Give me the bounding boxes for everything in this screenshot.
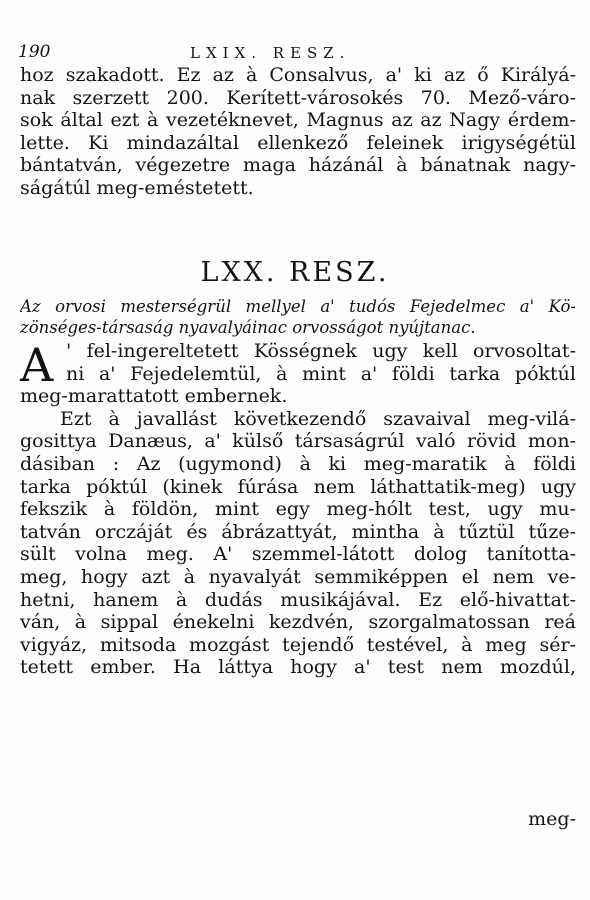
text-line: Ezt à javallást következendő szavaival meg-vilá-: [60, 407, 576, 430]
text-line: tatván orczáját és ábrázattyát, mintha à tűztül tűze-: [20, 520, 576, 543]
catchword: meg-: [528, 808, 576, 830]
text-line: meg-marattatott embernek.: [20, 385, 288, 408]
text-line: tetett ember. Ha láttya hogy a' test nem mozdúl,: [20, 656, 576, 679]
text-line: meg, hogy azt à nyavalyát semmiképpen el nem ve-: [20, 565, 576, 588]
text-line: hetni, hanem à dudás musikájával. Ez elő-hivattat-: [20, 588, 576, 611]
text-line: ván, à sippal énekelni kezdvén, szorgalmatossan reá: [20, 611, 576, 634]
running-head: LXIX. RESZ.: [190, 44, 351, 62]
text-line: gosittya Danæus, a' külső társaságrúl való rövid mon-: [20, 430, 576, 453]
chapter-summary: [20, 296, 576, 338]
text-line: dásiban : Az (ugymond) à ki meg-maratik à földi: [20, 452, 576, 475]
page-header: [18, 42, 578, 64]
text-line: nak szerzett 200. Kerített-városokés 70. Mező-váro-: [20, 86, 576, 109]
text-line: vigyáz, mitsoda mozgást tejendő testével, à meg sér-: [20, 633, 576, 656]
catchword-area: [20, 808, 576, 831]
drop-cap: A: [20, 338, 54, 392]
paragraph-continuation: [20, 64, 576, 200]
text-line: sok által ezt à vezetéknevet, Magnus az az Nagy érdem-: [20, 109, 576, 132]
chapter-body: [20, 340, 576, 679]
text-line: ' fel-ingereltetett Kösségnek ugy kell orvosoltat-: [66, 340, 576, 362]
page-number: 190: [18, 42, 51, 62]
text-line: ni a' Fejedelemtül, à mint a' földi tarka póktúl: [66, 362, 576, 385]
text-line: fekszik à földön, mint egy meg-hólt test, ugy mu-: [20, 498, 576, 521]
text-line: lette. Ki mindazáltal ellenkező feleinek irigységétül: [20, 131, 576, 154]
text-line: tarka póktúl (kinek fúrása nem láthattatik-meg) ugy: [20, 475, 576, 498]
chapter-title: LXX. RESZ.: [200, 257, 390, 288]
text-line: sült volna meg. A' szemmel-látott dolog tanította-: [20, 543, 576, 566]
summary-line: Az orvosi mesterségrül mellyel a' tudós Fejedelmec a' Kö-: [20, 297, 576, 316]
text-line: ságátúl meg-eméstetett.: [20, 176, 254, 199]
text-line: bántatván, végezetre maga házánál à bánatnak nagy-: [20, 154, 576, 177]
text-line: hoz szakadott. Ez az à Consalvus, a' ki az ő Királyá-: [20, 64, 576, 86]
summary-line: zönséges-társaság nyavalyáinac orvosságot nyújtanac.: [20, 318, 476, 337]
